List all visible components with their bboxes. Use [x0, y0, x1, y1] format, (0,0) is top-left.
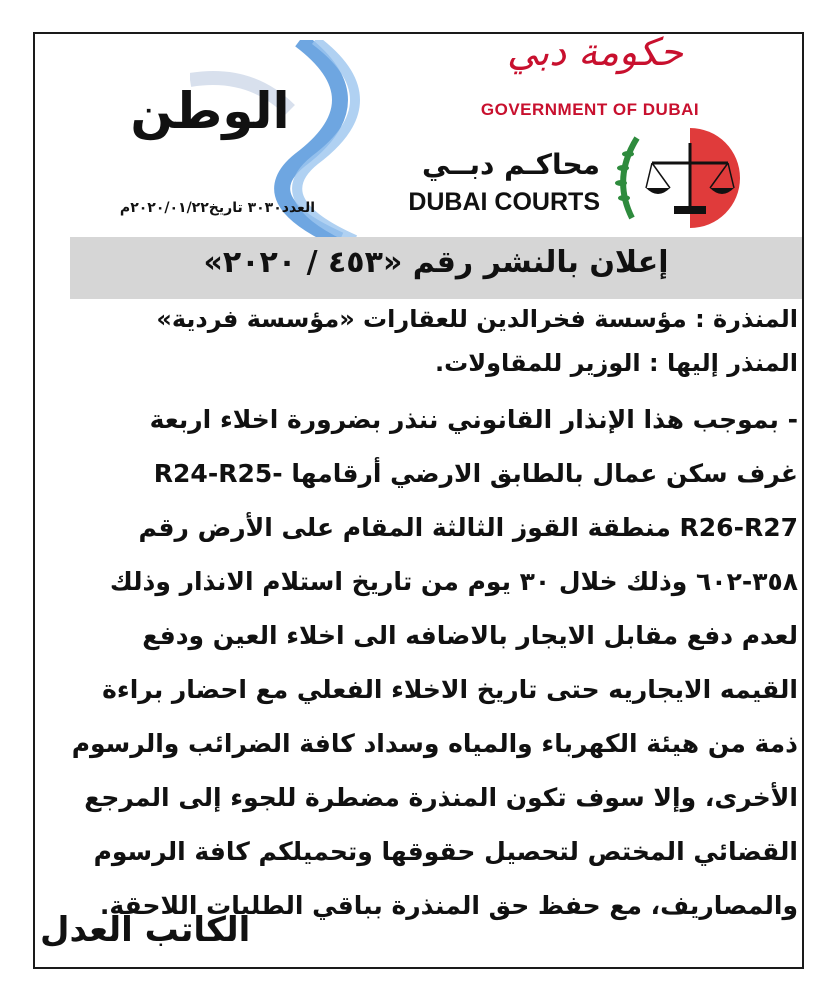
body-line: الأخرى، وإلا سوف تكون المنذرة مضطرة للجوء إلى المرجع — [84, 783, 798, 812]
notice-body — [40, 305, 798, 933]
dubai-courts-emblem-icon — [612, 128, 782, 228]
gov-english-wordmark: GOVERNMENT OF DUBAI — [480, 100, 700, 119]
body-line: والمصاريف، مع حفظ حق المنذرة بباقي الطلبات اللاحقة. — [99, 891, 798, 920]
dubai-courts-english: DUBAI COURTS — [408, 188, 600, 216]
respondent-line: المنذر إليها : الوزير للمقاولات. — [435, 349, 798, 377]
body-line: غرف سكن عمال بالطابق الارضي أرقامها -R24-R25 — [153, 459, 798, 488]
body-line: - بموجب هذا الإنذار القانوني ننذر بضرورة اخلاء اربعة — [149, 405, 798, 434]
body-line: القضائي المختص لتحصيل حقوقها وتحميلكم كافة الرسوم — [93, 837, 798, 866]
body-line: R26-R27 منطقة القوز الثالثة المقام على الأرض رقم — [138, 513, 798, 542]
gov-arabic-wordmark: حكومة دبي — [506, 30, 684, 74]
body-line: القيمه الايجاريه حتى تاريخ الاخلاء الفعلي مع احضار براءة — [102, 675, 798, 704]
body-line: ذمة من هيئة الكهرباء والمياه وسداد كافة الضرائب والرسوم — [71, 729, 798, 758]
newspaper-name: الوطن — [130, 82, 290, 140]
notice-title-bar — [70, 237, 802, 299]
body-line: ٣٥٨-٦٠٢ وذلك خلال ٣٠ يوم من تاريخ استلام الانذار وذلك — [109, 567, 798, 596]
body-line: لعدم دفع مقابل الايجار بالاضافه الى اخلاء العين ودفع — [142, 621, 798, 650]
notice-title: إعلان بالنشر رقم «٤٥٣ / ٢٠٢٠» — [203, 245, 669, 280]
notary-signature: الكاتب العدل — [40, 910, 251, 950]
claimant-line: المنذرة : مؤسسة فخرالدين للعقارات «مؤسسة فردية» — [156, 305, 798, 333]
issue-number-date: العدد٣٠٣٠ تاريخ٢٠٢٠/٠١/٢٢م — [119, 200, 315, 216]
government-of-dubai-logo — [470, 28, 710, 128]
dubai-courts-arabic: محاكـم دبــي — [422, 148, 600, 181]
